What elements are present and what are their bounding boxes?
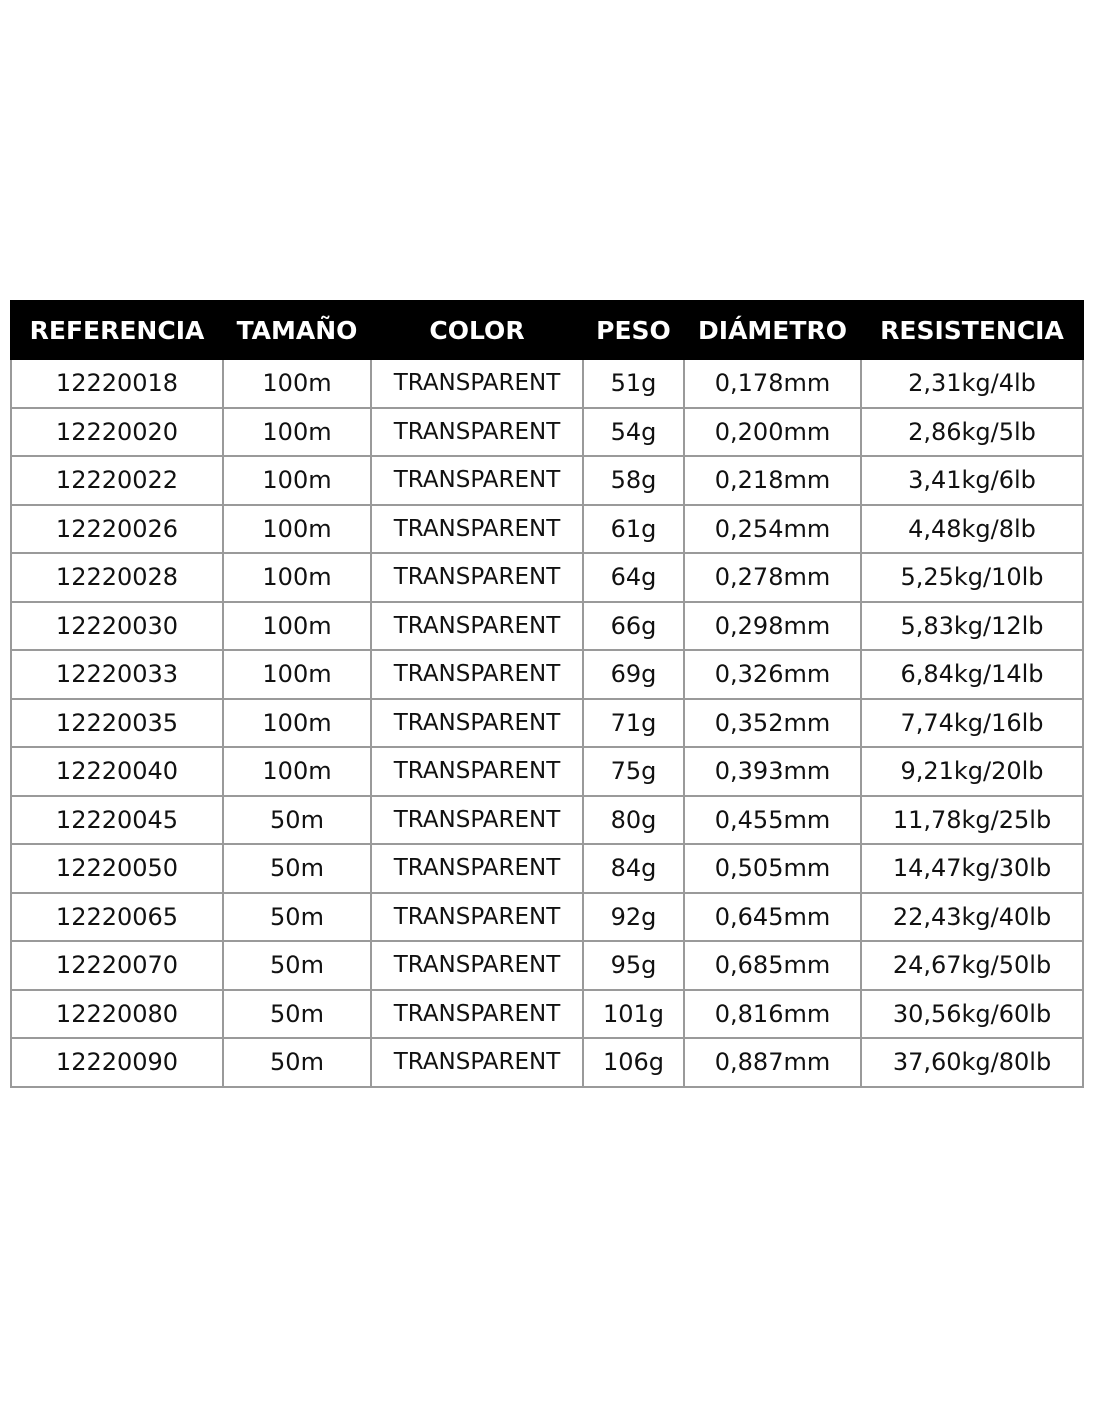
- cell-peso: 71g: [583, 699, 684, 748]
- table-row: [11, 893, 1083, 942]
- cell-peso: 75g: [583, 747, 684, 796]
- cell-peso: 61g: [583, 505, 684, 554]
- cell-peso: 66g: [583, 602, 684, 651]
- cell-diametro: 0,298mm: [684, 602, 861, 651]
- cell-referencia: 12220090: [11, 1038, 223, 1087]
- cell-color: TRANSPARENT: [371, 941, 583, 990]
- cell-color: TRANSPARENT: [371, 990, 583, 1039]
- cell-tamano: 100m: [223, 602, 371, 651]
- cell-tamano: 100m: [223, 408, 371, 457]
- cell-diametro: 0,393mm: [684, 747, 861, 796]
- cell-peso: 69g: [583, 650, 684, 699]
- cell-resistencia: 11,78kg/25lb: [861, 796, 1083, 845]
- cell-tamano: 50m: [223, 844, 371, 893]
- cell-diametro: 0,645mm: [684, 893, 861, 942]
- cell-resistencia: 7,74kg/16lb: [861, 699, 1083, 748]
- cell-peso: 84g: [583, 844, 684, 893]
- cell-peso: 95g: [583, 941, 684, 990]
- cell-referencia: 12220028: [11, 553, 223, 602]
- cell-diametro: 0,278mm: [684, 553, 861, 602]
- cell-color: TRANSPARENT: [371, 505, 583, 554]
- cell-resistencia: 24,67kg/50lb: [861, 941, 1083, 990]
- header-resistencia: RESISTENCIA: [861, 301, 1083, 359]
- cell-color: TRANSPARENT: [371, 602, 583, 651]
- cell-resistencia: 5,25kg/10lb: [861, 553, 1083, 602]
- cell-diametro: 0,505mm: [684, 844, 861, 893]
- cell-peso: 54g: [583, 408, 684, 457]
- table-row: [11, 1038, 1083, 1087]
- cell-peso: 58g: [583, 456, 684, 505]
- cell-referencia: 12220080: [11, 990, 223, 1039]
- header-tamano: TAMAÑO: [223, 301, 371, 359]
- cell-peso: 92g: [583, 893, 684, 942]
- cell-resistencia: 30,56kg/60lb: [861, 990, 1083, 1039]
- table-row: [11, 408, 1083, 457]
- cell-referencia: 12220050: [11, 844, 223, 893]
- cell-color: TRANSPARENT: [371, 408, 583, 457]
- cell-resistencia: 6,84kg/14lb: [861, 650, 1083, 699]
- cell-resistencia: 9,21kg/20lb: [861, 747, 1083, 796]
- header-row: [11, 301, 1083, 359]
- table-header: [11, 301, 1083, 359]
- table-row: [11, 747, 1083, 796]
- table-row: [11, 990, 1083, 1039]
- table-row: [11, 796, 1083, 845]
- cell-resistencia: 14,47kg/30lb: [861, 844, 1083, 893]
- cell-diametro: 0,218mm: [684, 456, 861, 505]
- cell-color: TRANSPARENT: [371, 650, 583, 699]
- cell-peso: 80g: [583, 796, 684, 845]
- cell-color: TRANSPARENT: [371, 1038, 583, 1087]
- cell-referencia: 12220033: [11, 650, 223, 699]
- cell-peso: 106g: [583, 1038, 684, 1087]
- cell-tamano: 50m: [223, 941, 371, 990]
- cell-tamano: 100m: [223, 553, 371, 602]
- cell-peso: 51g: [583, 359, 684, 408]
- cell-color: TRANSPARENT: [371, 699, 583, 748]
- cell-referencia: 12220045: [11, 796, 223, 845]
- table-body: [11, 359, 1083, 1087]
- header-peso: PESO: [583, 301, 684, 359]
- table-row: [11, 941, 1083, 990]
- cell-tamano: 100m: [223, 699, 371, 748]
- cell-resistencia: 4,48kg/8lb: [861, 505, 1083, 554]
- cell-resistencia: 2,86kg/5lb: [861, 408, 1083, 457]
- cell-referencia: 12220070: [11, 941, 223, 990]
- cell-color: TRANSPARENT: [371, 747, 583, 796]
- cell-tamano: 100m: [223, 456, 371, 505]
- cell-diametro: 0,254mm: [684, 505, 861, 554]
- cell-tamano: 50m: [223, 1038, 371, 1087]
- cell-resistencia: 22,43kg/40lb: [861, 893, 1083, 942]
- cell-referencia: 12220030: [11, 602, 223, 651]
- cell-referencia: 12220035: [11, 699, 223, 748]
- table-row: [11, 844, 1083, 893]
- cell-diametro: 0,455mm: [684, 796, 861, 845]
- table-row: [11, 505, 1083, 554]
- cell-color: TRANSPARENT: [371, 893, 583, 942]
- cell-tamano: 100m: [223, 505, 371, 554]
- cell-diametro: 0,200mm: [684, 408, 861, 457]
- table-row: [11, 699, 1083, 748]
- cell-tamano: 50m: [223, 893, 371, 942]
- cell-referencia: 12220020: [11, 408, 223, 457]
- cell-diametro: 0,352mm: [684, 699, 861, 748]
- cell-diametro: 0,178mm: [684, 359, 861, 408]
- spec-table: [10, 300, 1084, 1088]
- cell-peso: 64g: [583, 553, 684, 602]
- cell-diametro: 0,326mm: [684, 650, 861, 699]
- table-row: [11, 602, 1083, 651]
- cell-diametro: 0,685mm: [684, 941, 861, 990]
- cell-tamano: 50m: [223, 990, 371, 1039]
- cell-resistencia: 5,83kg/12lb: [861, 602, 1083, 651]
- header-color: COLOR: [371, 301, 583, 359]
- cell-tamano: 100m: [223, 747, 371, 796]
- table-row: [11, 456, 1083, 505]
- cell-diametro: 0,887mm: [684, 1038, 861, 1087]
- cell-referencia: 12220022: [11, 456, 223, 505]
- cell-resistencia: 37,60kg/80lb: [861, 1038, 1083, 1087]
- cell-peso: 101g: [583, 990, 684, 1039]
- cell-color: TRANSPARENT: [371, 796, 583, 845]
- header-diametro: DIÁMETRO: [684, 301, 861, 359]
- cell-referencia: 12220040: [11, 747, 223, 796]
- cell-diametro: 0,816mm: [684, 990, 861, 1039]
- cell-color: TRANSPARENT: [371, 359, 583, 408]
- table-row: [11, 359, 1083, 408]
- cell-color: TRANSPARENT: [371, 553, 583, 602]
- cell-tamano: 100m: [223, 650, 371, 699]
- cell-tamano: 100m: [223, 359, 371, 408]
- cell-tamano: 50m: [223, 796, 371, 845]
- cell-color: TRANSPARENT: [371, 844, 583, 893]
- cell-referencia: 12220065: [11, 893, 223, 942]
- table-row: [11, 553, 1083, 602]
- cell-resistencia: 2,31kg/4lb: [861, 359, 1083, 408]
- cell-referencia: 12220018: [11, 359, 223, 408]
- table-row: [11, 650, 1083, 699]
- header-referencia: REFERENCIA: [11, 301, 223, 359]
- cell-color: TRANSPARENT: [371, 456, 583, 505]
- cell-resistencia: 3,41kg/6lb: [861, 456, 1083, 505]
- cell-referencia: 12220026: [11, 505, 223, 554]
